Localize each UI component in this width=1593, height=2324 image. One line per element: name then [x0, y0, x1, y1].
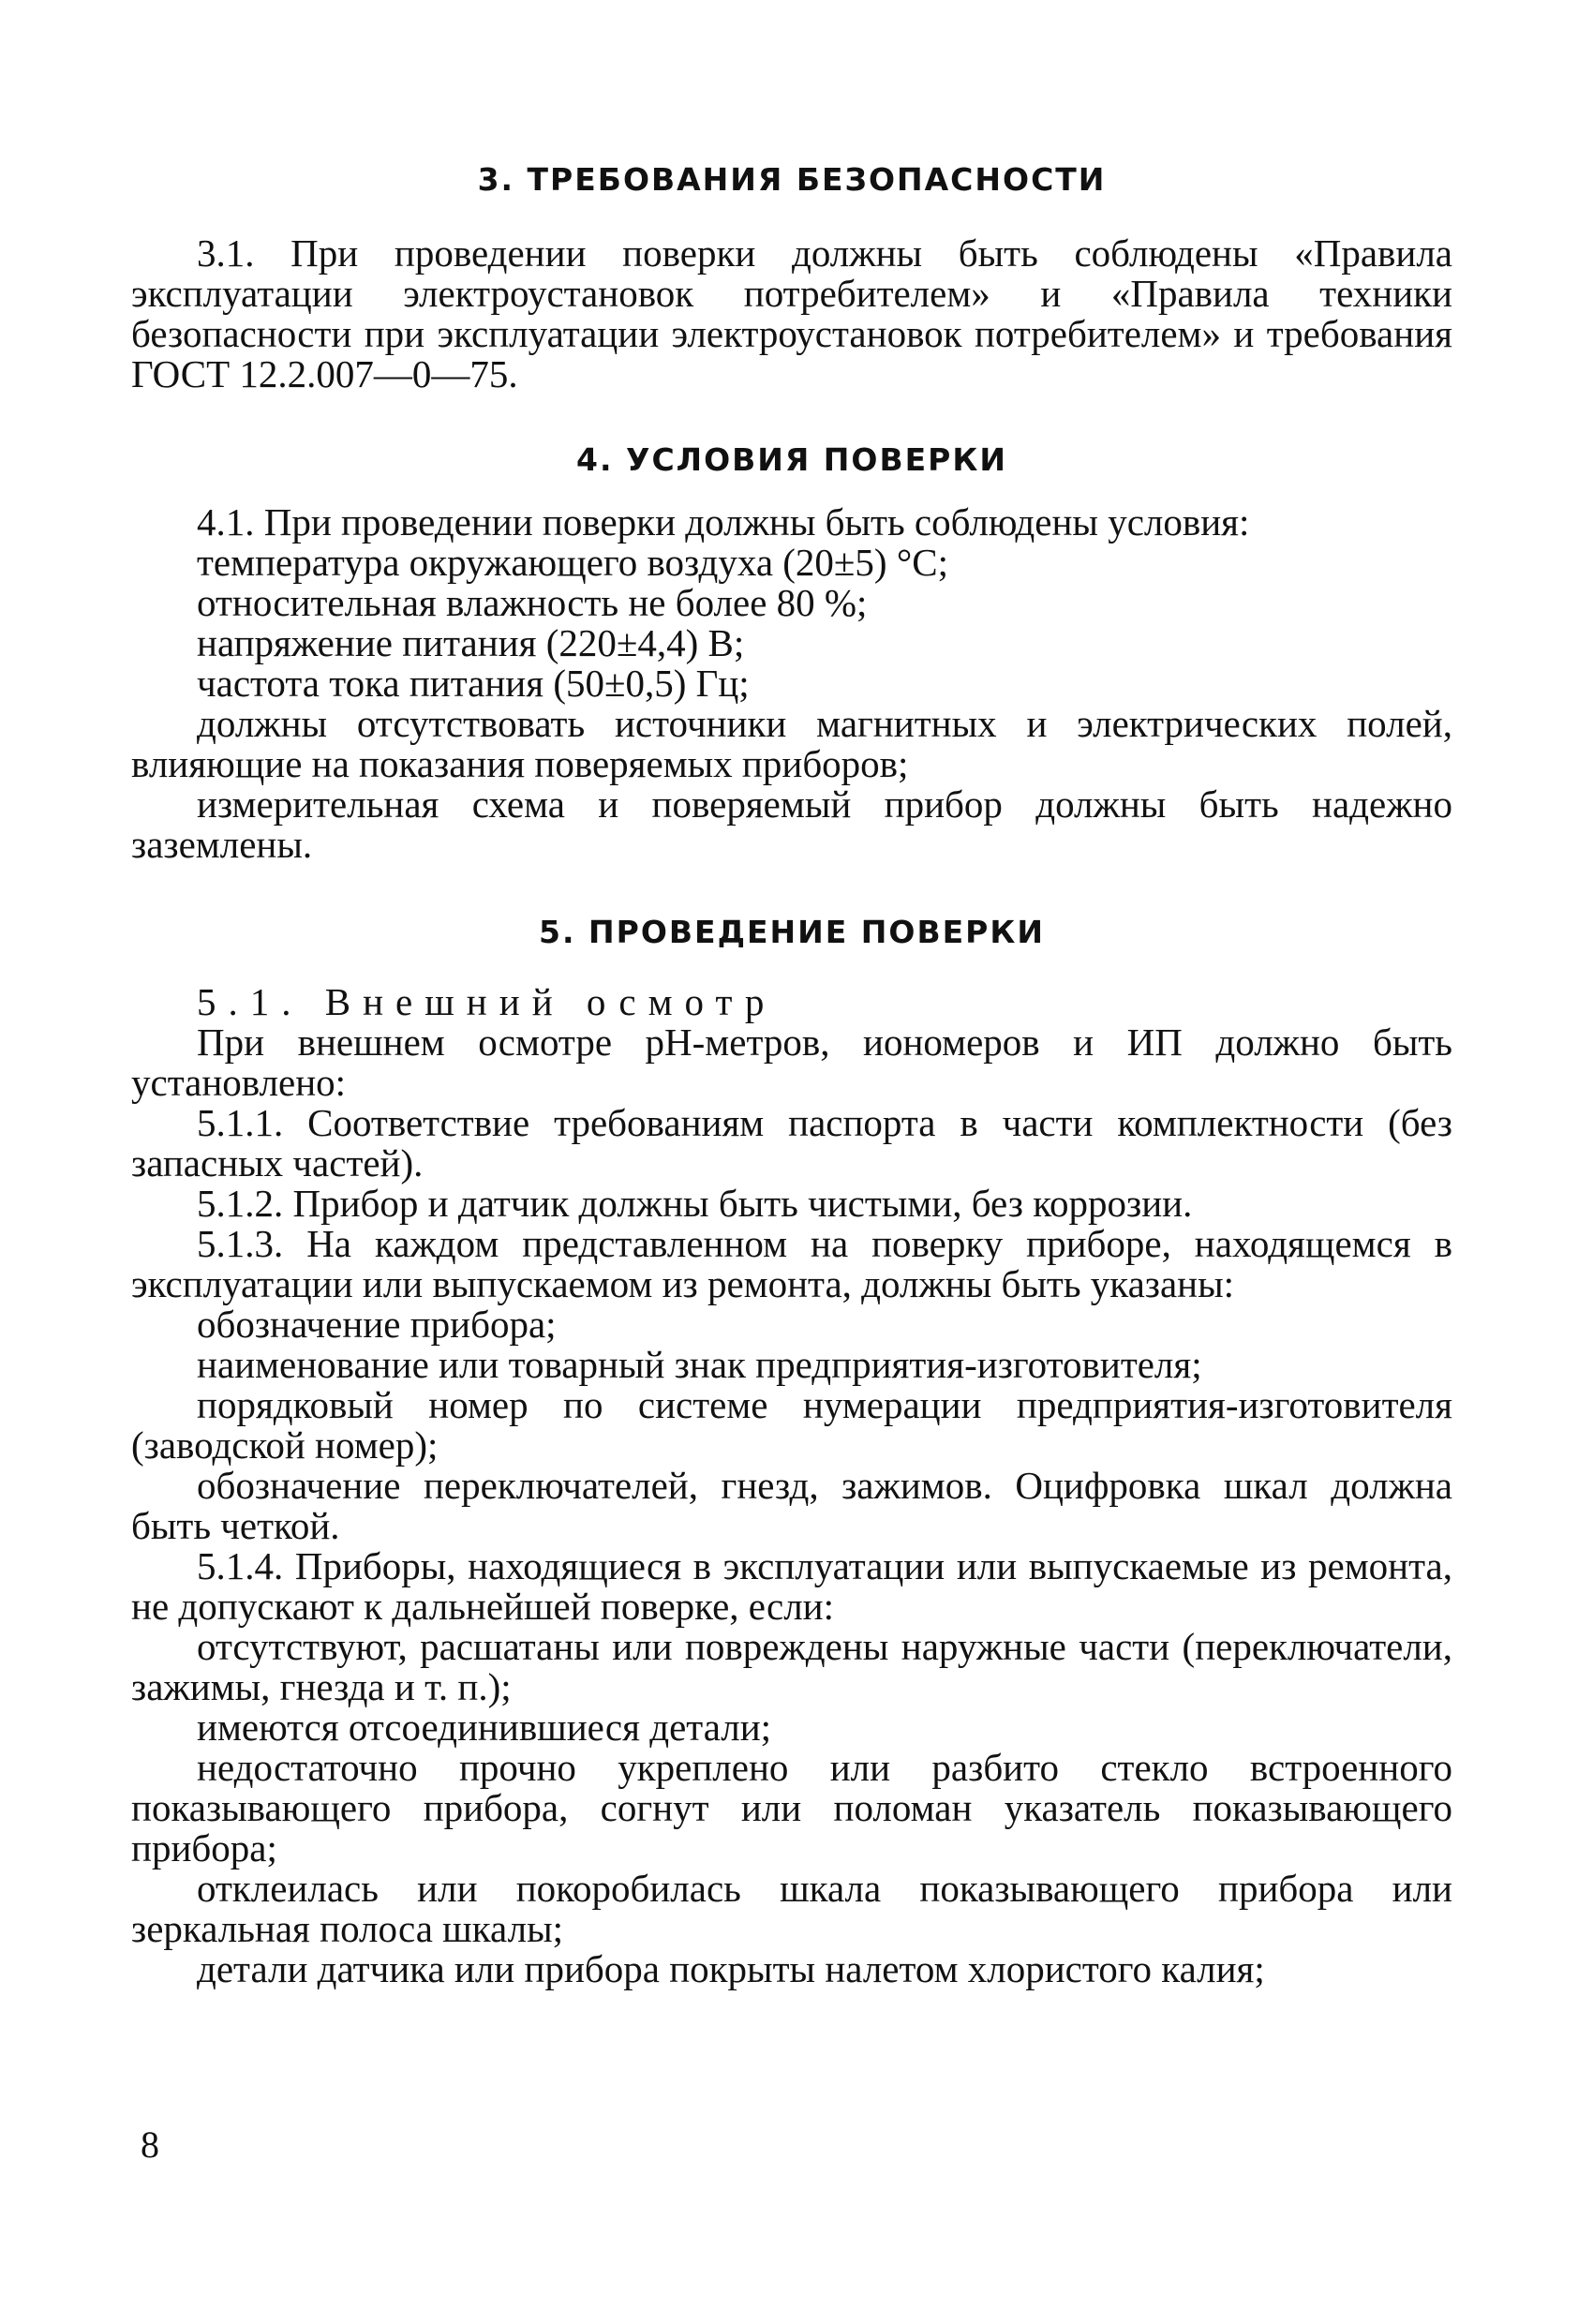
paragraph-4-1: 4.1. При проведении поверки должны быть соблюдены условия:: [197, 500, 1250, 544]
condition-temperature: температура окружающего воздуха (20±5) °С;: [197, 541, 948, 584]
condition-voltage: напряжение питания (220±4,4) В;: [197, 621, 745, 664]
marking-item-manufacturer: наименование или товарный знак предприятия-изготовителя;: [197, 1343, 1202, 1386]
section-5-heading: 5. ПРОВЕДЕНИЕ ПОВЕРКИ: [539, 914, 1045, 950]
subsection-5-1-title: 5.1. Внешний осмотр: [197, 980, 777, 1023]
reject-item-detached: имеются отсоединившиеся детали;: [197, 1706, 772, 1749]
paragraph-5-1-intro: При внешнем осмотре рН-метров, иономеров и ИП должно быть установлено:: [131, 1020, 1452, 1104]
marking-item-designation: обозначение прибора;: [197, 1303, 557, 1346]
condition-grounding: измерительная схема и поверяемый прибор должны быть надежно заземлены.: [131, 782, 1452, 866]
reject-item-parts: отсутствуют, расшатаны или повреждены наружные части (переключатели, зажимы, гнезда и т. п.);: [131, 1625, 1452, 1708]
paragraph-5-1-3: 5.1.3. На каждом представленном на поверку приборе, находящемся в эксплуатации или выпускаемом из ремонта, должны быть указаны:: [131, 1222, 1452, 1305]
paragraph-5-1-1: 5.1.1. Соответствие требованиям паспорта в части комплектности (без запасных частей).: [131, 1101, 1452, 1184]
paragraph-3-1: 3.1. При проведении поверки должны быть соблюдены «Правила эксплуатации электроустановок потребителем» и «Правила техники безопасности при эксплуатации электроустановок потребителем» и требования ГОСТ 12.2.007—0—75.: [131, 231, 1452, 395]
reject-item-glass: недостаточно прочно укреплено или разбито стекло встроенного показывающего прибора, согнут или поломан указатель показывающего прибора;: [131, 1746, 1452, 1870]
page-content: [131, 150, 1452, 1989]
reject-item-coating: детали датчика или прибора покрыты налетом хлористого калия;: [197, 1947, 1265, 1990]
marking-item-serial: порядковый номер по системе нумерации предприятия-изготовителя (заводской номер);: [131, 1383, 1452, 1467]
reject-item-scale: отклеилась или покоробилась шкала показывающего прибора или зеркальная полоса шкалы;: [131, 1867, 1452, 1950]
paragraph-5-1-2: 5.1.2. Прибор и датчик должны быть чистыми, без коррозии.: [197, 1182, 1193, 1225]
condition-fields: должны отсутствовать источники магнитных и электрических полей, влияющие на показания поверяемых приборов;: [131, 702, 1452, 785]
condition-frequency: частота тока питания (50±0,5) Гц;: [197, 662, 750, 705]
section-4-heading: 4. УСЛОВИЯ ПОВЕРКИ: [576, 441, 1007, 478]
paragraph-5-1-4: 5.1.4. Приборы, находящиеся в эксплуатации или выпускаемые из ремонта, не допускают к дальнейшей поверке, если:: [131, 1544, 1452, 1628]
condition-humidity: относительная влажность не более 80 %;: [197, 581, 868, 624]
page-number: 8: [141, 2123, 159, 2166]
section-3-heading: 3. ТРЕБОВАНИЯ БЕЗОПАСНОСТИ: [477, 161, 1107, 198]
marking-item-switches: обозначение переключателей, гнезд, зажимов. Оцифровка шкал должна быть четкой.: [131, 1464, 1452, 1547]
